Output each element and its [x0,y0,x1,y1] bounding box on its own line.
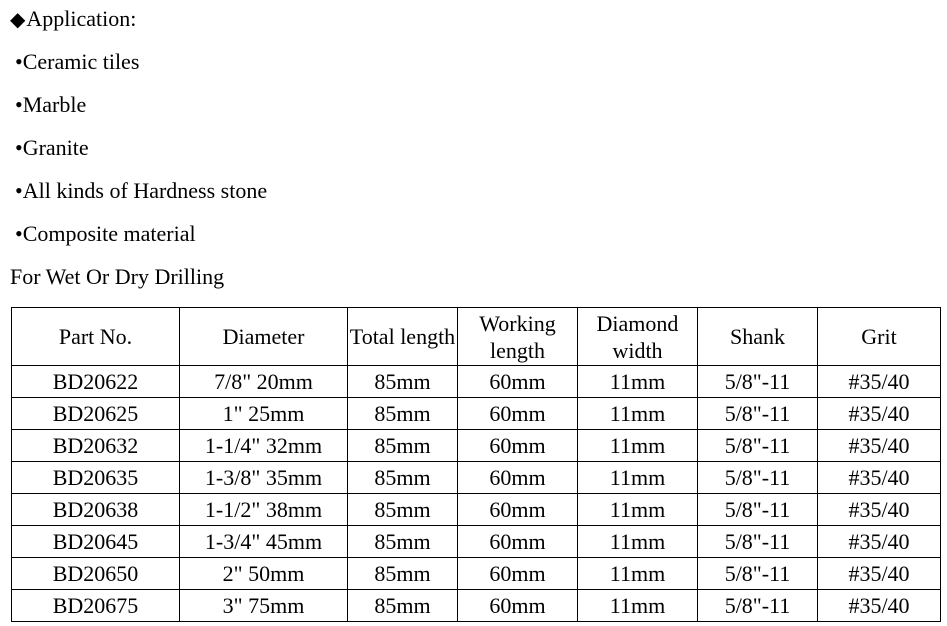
bullet-icon: • [15,178,23,203]
cell-total-length: 85mm [348,590,458,622]
cell-shank: 5/8"-11 [698,590,818,622]
cell-total-length: 85mm [348,494,458,526]
spec-table [11,307,941,622]
cell-part-no: BD20645 [12,526,180,558]
cell-part-no: BD20632 [12,430,180,462]
list-item-label: Composite material [22,221,196,246]
cell-diamond-width: 11mm [578,430,698,462]
table-row [12,494,941,526]
list-item [15,176,267,219]
list-item-label: Granite [22,135,89,160]
cell-diameter: 2" 50mm [180,558,348,590]
cell-diamond-width: 11mm [578,398,698,430]
bullet-icon: • [15,49,23,74]
cell-shank: 5/8"-11 [698,366,818,398]
cell-diameter: 1-3/4" 45mm [180,526,348,558]
cell-total-length: 85mm [348,430,458,462]
cell-diamond-width: 11mm [578,462,698,494]
cell-diamond-width: 11mm [578,494,698,526]
cell-shank: 5/8"-11 [698,526,818,558]
cell-part-no: BD20650 [12,558,180,590]
cell-total-length: 85mm [348,558,458,590]
cell-grit: #35/40 [818,526,941,558]
table-row [12,462,941,494]
table-row [12,526,941,558]
bullet-icon: • [15,92,23,117]
header-shank: Shank [698,308,818,366]
cell-working-length: 60mm [458,558,578,590]
cell-diameter: 1-3/8" 35mm [180,462,348,494]
cell-grit: #35/40 [818,558,941,590]
list-item [15,47,267,90]
cell-shank: 5/8"-11 [698,558,818,590]
cell-working-length: 60mm [458,526,578,558]
bullet-icon: • [15,221,23,246]
cell-grit: #35/40 [818,366,941,398]
cell-part-no: BD20635 [12,462,180,494]
cell-shank: 5/8"-11 [698,494,818,526]
cell-diameter: 1" 25mm [180,398,348,430]
table-row [12,366,941,398]
table-row [12,398,941,430]
cell-working-length: 60mm [458,398,578,430]
header-grit: Grit [818,308,941,366]
header-diamond-width: Diamond width [578,308,698,366]
application-title: Application: [26,6,137,31]
header-diameter: Diameter [180,308,348,366]
cell-grit: #35/40 [818,398,941,430]
list-item-label: Ceramic tiles [22,49,140,74]
cell-diamond-width: 11mm [578,366,698,398]
cell-total-length: 85mm [348,526,458,558]
cell-working-length: 60mm [458,494,578,526]
cell-diamond-width: 11mm [578,590,698,622]
cell-part-no: BD20622 [12,366,180,398]
cell-diameter: 1-1/2" 38mm [180,494,348,526]
cell-working-length: 60mm [458,366,578,398]
list-item [15,90,267,133]
cell-diamond-width: 11mm [578,558,698,590]
table-row [12,430,941,462]
diamond-icon: ◆ [10,9,26,31]
application-heading [10,4,136,35]
cell-total-length: 85mm [348,462,458,494]
cell-part-no: BD20675 [12,590,180,622]
cell-working-length: 60mm [458,430,578,462]
cell-shank: 5/8"-11 [698,398,818,430]
bullet-icon: • [15,135,23,160]
cell-grit: #35/40 [818,590,941,622]
list-item [15,219,267,262]
cell-diameter: 3" 75mm [180,590,348,622]
header-total-length: Total length [348,308,458,366]
table-row [12,558,941,590]
header-part-no: Part No. [12,308,180,366]
list-item-label: Marble [22,92,87,117]
list-item [15,133,267,176]
cell-total-length: 85mm [348,366,458,398]
cell-working-length: 60mm [458,590,578,622]
cell-diamond-width: 11mm [578,526,698,558]
cell-grit: #35/40 [818,494,941,526]
cell-grit: #35/40 [818,430,941,462]
cell-diameter: 7/8" 20mm [180,366,348,398]
drilling-note: For Wet Or Dry Drilling [10,264,225,289]
header-working-length: Working length [458,308,578,366]
application-list [15,47,267,262]
cell-diameter: 1-1/4" 32mm [180,430,348,462]
cell-working-length: 60mm [458,462,578,494]
list-item-label: All kinds of Hardness stone [22,178,268,203]
table-row [12,590,941,622]
cell-part-no: BD20625 [12,398,180,430]
cell-shank: 5/8"-11 [698,430,818,462]
cell-grit: #35/40 [818,462,941,494]
cell-total-length: 85mm [348,398,458,430]
cell-shank: 5/8"-11 [698,462,818,494]
cell-part-no: BD20638 [12,494,180,526]
table-header-row [12,308,941,366]
